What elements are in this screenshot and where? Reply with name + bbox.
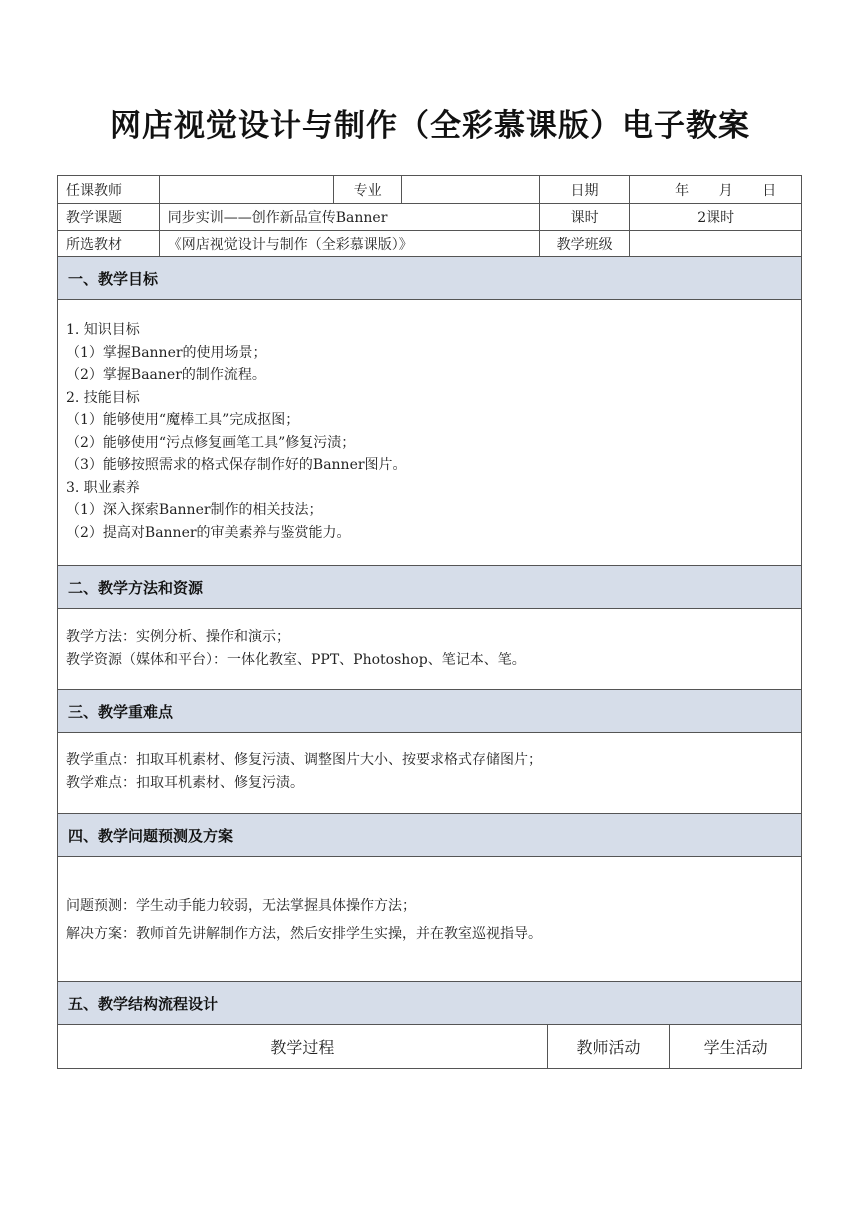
content-line: 解决方案：教师首先讲解制作方法，然后安排学生实操，并在教室巡视指导。 <box>66 926 542 942</box>
date-value[interactable] <box>630 176 801 203</box>
structure-header-row <box>58 1025 801 1068</box>
info-row-topic <box>58 204 801 231</box>
major-value[interactable] <box>402 176 540 203</box>
content-line: 教学重点：扣取耳机素材、修复污渍、调整图片大小、按要求格式存储图片； <box>66 752 542 768</box>
section-problems-content-row <box>58 857 801 982</box>
date-year: 年 <box>675 182 690 199</box>
section-methods-heading-row <box>58 566 801 609</box>
section-heading: 五、教学结构流程设计 <box>58 982 801 1024</box>
content-line: 问题预测：学生动手能力较弱，无法掌握具体操作方法； <box>66 898 416 914</box>
class-label: 教学班级 <box>540 231 631 256</box>
page-title: 网店视觉设计与制作（全彩慕课版）电子教案 <box>110 108 750 144</box>
teacher-activity-column-header: 教师活动 <box>548 1025 671 1068</box>
content-line: （2）能够使用“污点修复画笔工具”修复污渍； <box>66 434 356 451</box>
content-line: （2）掌握Baaner的制作流程。 <box>66 367 266 383</box>
section-methods-content-row <box>58 609 801 690</box>
content-line: 3. 职业素养 <box>66 479 140 496</box>
content-line: 1. 知识目标 <box>66 322 140 338</box>
section-keypoints-heading-row <box>58 690 801 733</box>
topic-value[interactable]: 同步实训——创作新品宣传Banner <box>160 204 540 230</box>
date-label: 日期 <box>540 176 631 203</box>
date-month: 月 <box>718 182 733 199</box>
textbook-label: 所选教材 <box>58 231 160 256</box>
content-line: （1）能够使用“魔棒工具”完成抠图； <box>66 412 300 428</box>
process-column-header: 教学过程 <box>58 1025 548 1068</box>
section-structure-heading-row <box>58 982 801 1025</box>
content-line: （1）深入探索Banner制作的相关技法； <box>66 502 323 518</box>
topic-label: 教学课题 <box>58 204 160 230</box>
content-line: 教学难点：扣取耳机素材、修复污渍。 <box>66 774 304 791</box>
section-keypoints-content-row <box>58 733 801 814</box>
content-line: （1）掌握Banner的使用场景； <box>66 344 267 361</box>
textbook-value[interactable]: 《网店视觉设计与制作（全彩慕课版）》 <box>160 231 540 256</box>
lesson-plan-table <box>57 175 802 1069</box>
class-value[interactable] <box>630 231 801 256</box>
major-label: 专业 <box>334 176 402 203</box>
section-heading: 一、教学目标 <box>58 257 801 299</box>
section-content <box>58 857 801 981</box>
section-content <box>58 300 801 565</box>
section-objectives-content-row <box>58 300 801 566</box>
info-row-textbook <box>58 231 801 257</box>
content-line: （3）能够按照需求的格式保存制作好的Banner图片。 <box>66 457 407 473</box>
section-heading: 三、教学重难点 <box>58 690 801 732</box>
info-row-teacher <box>58 176 801 204</box>
section-heading: 二、教学方法和资源 <box>58 566 801 608</box>
content-line: （2）提高对Banner的审美素养与鉴赏能力。 <box>66 524 351 541</box>
section-objectives-heading-row <box>58 257 801 300</box>
date-day: 日 <box>762 182 777 199</box>
content-line: 2. 技能目标 <box>66 389 140 406</box>
student-activity-column-header: 学生活动 <box>703 1038 768 1057</box>
content-line: 教学资源（媒体和平台）：一体化教室、PPT、Photoshop、笔记本、笔。 <box>66 651 526 668</box>
section-content <box>58 733 801 813</box>
content-line: 教学方法：实例分析、操作和演示； <box>66 629 290 645</box>
teacher-value[interactable] <box>160 176 335 203</box>
section-problems-heading-row <box>58 814 801 857</box>
hours-label: 课时 <box>540 204 631 230</box>
hours-value[interactable]: 2课时 <box>697 210 735 226</box>
section-heading: 四、教学问题预测及方案 <box>58 814 801 856</box>
teacher-label: 任课教师 <box>58 176 160 203</box>
section-content <box>58 609 801 689</box>
